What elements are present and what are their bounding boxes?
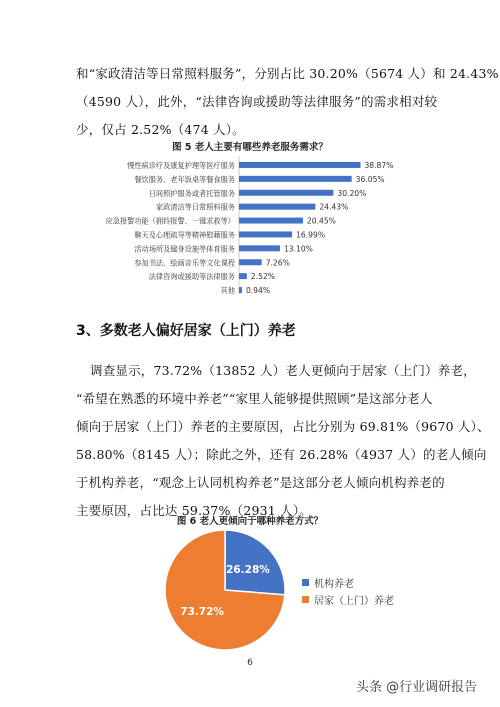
bar-category-label: 家政清洁等日常照料服务 [155,202,235,212]
bar [239,190,333,196]
bar-value-label: 0.94% [245,286,271,296]
bar-category-label: 聊天及心理疏导等精神慰藉服务 [134,230,235,240]
paragraph-2-line: 58.80%（8145 人）；除此之外，还有 26.28%（4937 人）的老人倾向 [76,447,487,462]
bar-category-label: 法律咨询或援助等法律服务 [148,272,235,282]
bar [239,218,303,224]
bar-value-label: 24.43% [319,202,349,212]
figure-6-title: 图 6 老人更倾向于哪种养老方式？ [176,516,324,527]
section-3-heading: 3、多数老人偏好居家（上门）养老 [76,323,296,339]
bar-value-label: 16.99% [296,230,326,240]
bar [239,176,352,182]
paragraph-2-line: 倾向于居家（上门）养老的主要原因，占比分别为 69.81%（9670 人）、 [76,419,490,434]
bar-category-label: 慢性病诊疗及康复护理等医疗服务 [127,160,235,170]
paragraph-1-line: 少，仅占 2.52%（474 人）。 [76,122,245,137]
bar-category-label: 日间照护服务或者托管服务 [148,188,235,198]
paragraph-2-line: 调查显示，73.72%（13852 人）老人更倾向于居家（上门）养老， [90,363,476,378]
bar-value-label: 36.05% [355,174,385,184]
bar [239,287,242,293]
bar-value-label: 30.20% [337,188,367,198]
bar-value-label: 38.87% [364,160,394,170]
bar-value-label: 20.45% [306,216,336,226]
paragraph-2-line: “希望在熟悉的环境中养老”“家里人能够提供照顾”是这部分老人 [76,391,433,406]
page-number: 6 [247,658,253,668]
bar [239,162,360,168]
bar [239,231,292,237]
pie-slice-label: 26.28% [226,563,270,576]
pie-slice [225,530,285,595]
legend-swatch [302,596,309,603]
bar-value-label: 7.26% [265,258,290,268]
bar [239,245,280,251]
service-needs-bar-chart [0,153,500,303]
bar [239,273,247,279]
legend-item-home [302,591,394,608]
bar-category-label: 活动场所及健身设施等体育服务 [134,244,235,254]
figure-5-title: 图 5 老人主要有哪些养老服务需求？ [172,142,328,153]
legend-item-institutional [302,574,394,591]
bar-category-label: 餐饮服务、老年饭桌等餐食服务 [134,174,235,184]
paragraph-1-line: （4590 人），此外，“法律咨询或援助等法律服务”的需求相对较 [76,94,438,109]
bar [239,204,315,210]
care-preference-pie-chart [160,525,290,655]
bar-category-label: 应急报警功能（拥铃报警、一键求救等） [105,216,235,226]
watermark-logo: 头条 @行业调研报告 [356,680,478,695]
paragraph-2-line: 于机构养老，“观念上认同机构养老”是这部分老人倾向机构养老的 [76,475,445,490]
paragraph-2 [76,357,490,525]
bar-category-label: 参加书法、绘画音乐等文化课程 [134,258,235,268]
bar [239,259,262,265]
legend-swatch [302,579,309,586]
pie-legend [302,574,394,608]
bar-value-label: 2.52% [250,272,275,282]
bar-value-label: 13.10% [283,244,313,254]
bar-category-label: 其他 [220,286,235,296]
paragraph-1 [76,60,499,144]
legend-label: 机构养老 [314,579,354,590]
paragraph-1-line: 和“家政清洁等日常照料服务”，分别占比 30.20%（5674 人）和 24.43% [76,66,499,81]
paragraph-2-line: 主要原因，占比达 59.37%（2931 人）。 [76,503,312,518]
pie-slice-label: 73.72% [180,606,224,619]
legend-label: 居家（上门）养老 [314,596,394,607]
